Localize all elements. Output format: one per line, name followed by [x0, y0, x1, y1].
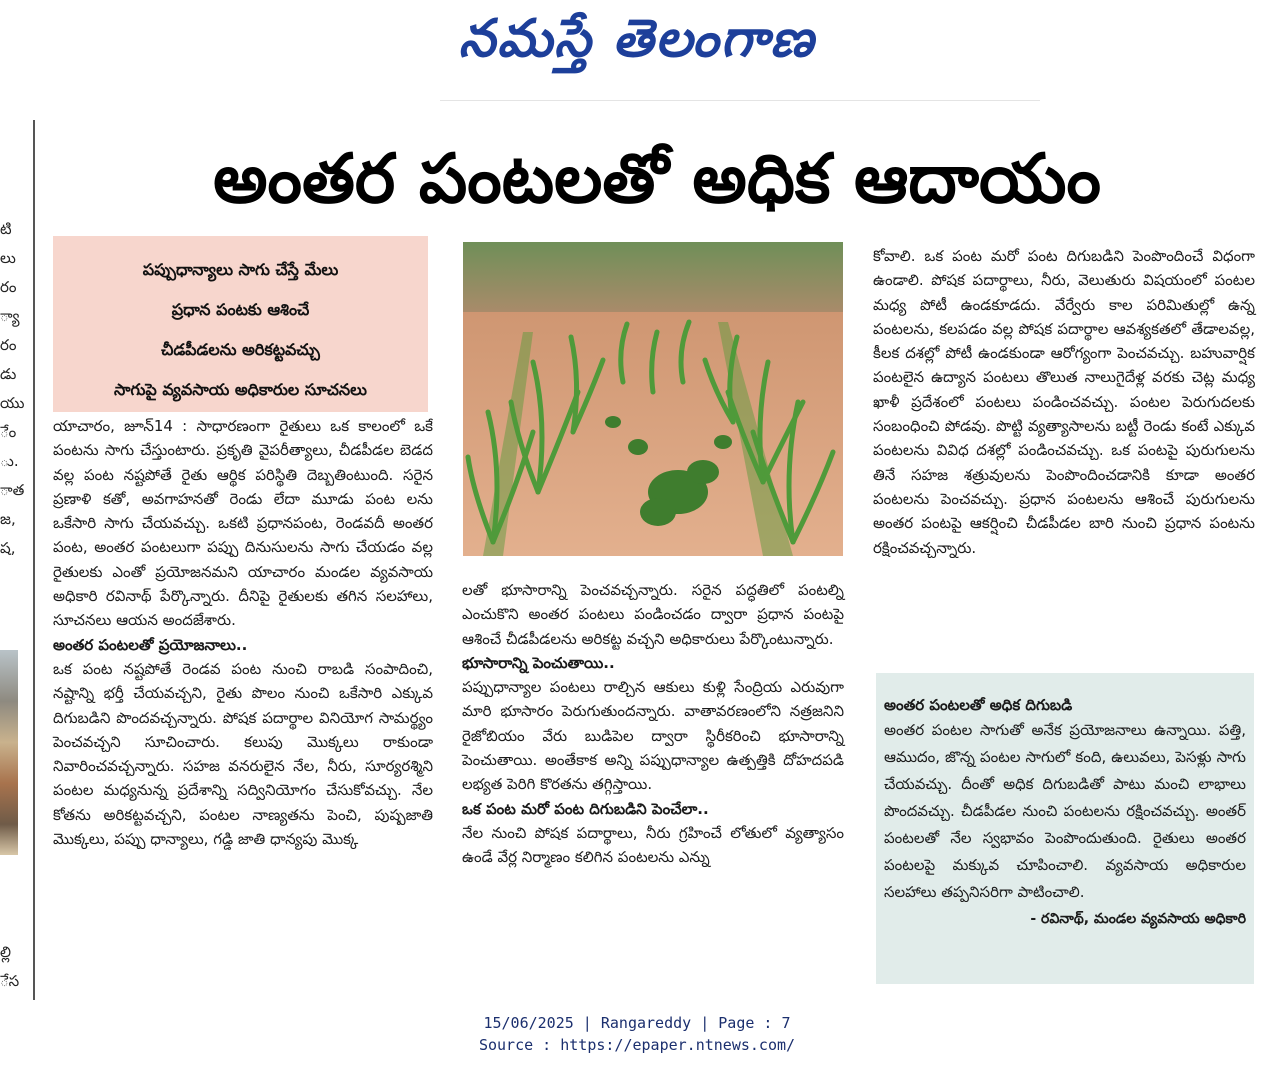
clipped-text-fragment: ్యా: [0, 307, 20, 325]
highlight-line: సాగుపై వ్యవసాయ అధికారుల సూచనలు: [114, 380, 367, 399]
clipped-text-fragment: రం: [0, 336, 17, 354]
page-footer: [0, 1012, 1274, 1056]
clipped-text-fragment: ు.: [0, 452, 19, 470]
subheading-yield: ఒక పంట మరో పంట దిగుబడిని పెంచేలా..: [462, 799, 709, 818]
highlight-line: ప్రధాన పంటకు ఆశించే: [171, 300, 310, 319]
article-column-1: [53, 414, 433, 851]
masthead-logo: నమస్తే తెలంగాణ: [458, 8, 816, 69]
footer-source: Source : https://epaper.ntnews.com/: [478, 1036, 796, 1054]
adjacent-photo-fragment: [0, 650, 18, 855]
article-paragraph: పప్పుధాన్యాల పంటలు రాల్చిన ఆకులు కుళ్లి సేంద్రియ ఎరువుగా మారి భూసారం పెరుగుతుందన్నారు. వాతావరణంలోని నత్రజనిని రైజోబియం వేరు బుడిపెల ద్వారా స్థిరీకరించి భూసారాన్ని పెంచుతాయి. అంతేకాక అన్ని పప్పుధాన్యాల ఉత్పత్తికి దోహదపడి లభ్యత పెరిగి కొరతను తగ్గిస్తాయి.: [462, 678, 844, 794]
clipped-text-fragment: ల్లి: [0, 943, 11, 961]
subheading-soil-fertility: భూసారాన్ని పెంచుతాయి..: [462, 653, 615, 672]
article-paragraph: కోవాలి. ఒక పంట మరో పంట దిగుబడిని పెంపొందించే విధంగా ఉండాలి. పోషక పదార్థాలు, నీరు, వెలుతురు విషయంలో పంటల మధ్య పోటీ ఉండకూడదు. వేర్వేరు కాల పరిమితుల్లో ఉన్న పంటలను, కలపడం వల్ల పోషక పదార్థాల ఆవశ్యకతలో తేడాలవల్ల, కీలక దశల్లో పోటీ ఉండకుండా ఆరోగ్యంగా పెంచవచ్చు. బహువార్షిక పంటలైన ఉద్యాన పంటలు తొలుత నాలుగైదేళ్ల వరకు చెట్ల మధ్య ఖాళీ ప్రదేశంలో పంటలు పండించవచ్చు. పంటల పెరుగుదలకు సంబంధించి పోడవు. పొట్టి వ్యత్యాసాలను బట్టీ రెండు కంటే ఎక్కువ పంటలను వివిధ దశల్లో పండించవచ్చు. ఒక పంటపై పురుగులను తినే సహజ శత్రువులను పెంపొందించడానికి కూడా అంతర పంటలను పెంచవచ్చు. ప్రధాన పంటలను ఆశించే పురుగులను అంతర పంటపై ఆకర్షించి చీడపీడల బారి నుంచి ప్రధాన పంటను రక్షించవచ్చన్నారు.: [873, 247, 1255, 557]
subheading-benefits: అంతర పంటలతో ప్రయోజనాలు..: [53, 635, 248, 654]
highlight-line: చీడపీడలను అరికట్టవచ్చు: [161, 340, 320, 359]
article-paragraph: నేల నుంచి పోషక పదార్థాలు, నీరు గ్రహించే లోతులో వ్యత్యాసం ఉండే వేర్ల నిర్మాణం కలిగిన పంటలను ఎన్ను: [462, 823, 844, 867]
article-intro: యాచారం, జూన్14 : సాధారణంగా రైతులు ఒక కాలంలో ఒకే పంటను సాగు చేస్తుంటారు. ప్రకృతి వైపరీత్యాలు, చీడపీడల బెడద వల్ల పంట నష్టపోతే రైతు ఆర్థిక పరిస్థితి దెబ్బతింటుంది. సరైన ప్రణాళి కతో, అవగాహనతో రెండు లేదా మూడు పంట లను ఒకేసారి సాగు చేయవచ్చు. ఒకటి ప్రధానపంట, రెండవదీ అంతర పంట, అంతర పంటలుగా పప్పు దినుసులను సాగు చేయడం వల్ల రైతులకు ఎంతో ప్రయోజనమని యాచారం మండల వ్యవసాయ అధికారి రవినాథ్ పేర్కొన్నారు. దీనిపై రైతులకు తగిన సలహాలు, సూచనలు ఆయన అందజేశారు.: [53, 417, 433, 630]
highlight-line: పప్పుధాన్యాలు సాగు చేస్తే మేలు: [142, 260, 339, 279]
highlights-box: [53, 236, 428, 412]
clipped-text-fragment: జ,: [0, 510, 16, 528]
clipped-text-fragment: ాత: [0, 481, 25, 499]
article-paragraph: ఒక పంట నష్టపోతే రెండవ పంట నుంచి రాబడి సంపాదించి, నష్టాన్ని భర్తీ చేయవచ్చని, రైతు పొలం నుంచి ఒకేసారి ఎక్కువ దిగుబడిని పొందవచ్చన్నారు. పోషక పదార్థాల వినియోగ సామర్థ్యం పెంచవచ్చని సూచించారు. కలుపు మొక్కలు రాకుండా నివారించవచ్చన్నారు. సహజ వనరులైన నేల, నీరు, సూర్యరశ్మిని పంటల మధ్యనున్న ప్రదేశాన్ని సద్వినియోగం చేసుకోవచ్చు. నేల కోతను అరికట్టవచ్చని, పంటల నాణ్యతను పెంచి, పుష్పజాతి మొక్కలు, పప్పు ధాన్యాలు, గడ్డి జాతి ధాన్యపు మొక్క: [53, 659, 433, 849]
clipped-text-fragment: లు: [0, 249, 16, 267]
article-headline: అంతర పంటలతో అధిక ఆదాయం: [213, 140, 1101, 219]
clipping-border: [33, 120, 35, 1000]
clipped-text-fragment: యు: [0, 394, 25, 412]
clipped-text-fragment: ష,: [0, 539, 16, 557]
adjacent-article-fragment: [0, 215, 26, 563]
clipped-text-fragment: ేస: [0, 972, 20, 990]
officer-quote-box: [876, 673, 1254, 984]
quote-box-title: అంతర పంటలతో అధిక దిగుబడి: [884, 696, 1073, 714]
quote-box-body: అంతర పంటల సాగుతో అనేక ప్రయోజనాలు ఉన్నాయి. పత్తి, ఆముదం, జొన్న పంటల సాగులో కంది, ఉలువలు, పెసళ్లు సాగు చేయవచ్చు. దీంతో అధిక దిగుబడితో పాటు మంచి లాభాలు పొందవచ్చు. చీడపీడల నుంచి పంటలను రక్షించవచ్చు. అంతర్ పంటలతో నేల స్వభావం పెంపొందుతుంది. రైతులు అంతర పంటలపై మక్కువ చూపించాలి. వ్యవసాయ అధికారుల సలహాలు తప్పనిసరిగా పాటించాలి.: [884, 721, 1246, 901]
article-column-3: [873, 244, 1255, 560]
masthead-rule: [440, 100, 1040, 101]
clipped-text-fragment: రం: [0, 278, 17, 296]
footer-edition-info: 15/06/2025 | Rangareddy | Page : 7: [483, 1014, 791, 1032]
clipped-text-fragment: ేం: [0, 423, 17, 441]
quote-attribution: - రవినాథ్, మండల వ్యవసాయ అధికారి: [1030, 911, 1246, 927]
adjacent-article-fragment-bottom: [0, 938, 26, 996]
article-column-2: [462, 578, 844, 870]
intercrop-field-photo: [463, 242, 843, 556]
clipped-text-fragment: డు: [0, 365, 17, 383]
clipped-text-fragment: టి: [0, 220, 12, 238]
article-paragraph: లతో భూసారాన్ని పెంచవచ్చన్నారు. సరైన పద్ధతిలో పంటల్ని ఎంచుకొని అంతర పంటలు పండించడం ద్వారా ప్రధాన పంటపై ఆశించే చీడపీడలను అరికట్ట వచ్చని అధికారులు పేర్కొంటున్నారు.: [462, 581, 844, 648]
